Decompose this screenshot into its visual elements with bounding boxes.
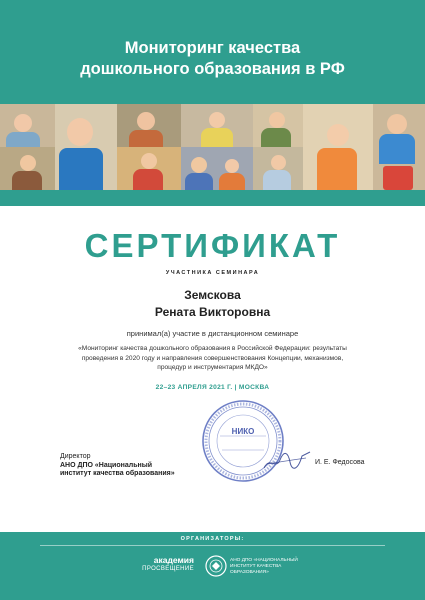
photo-3: [55, 104, 117, 190]
photo-8: [253, 104, 303, 147]
director-block: [60, 453, 210, 479]
prosveshchenie-logo: [134, 556, 194, 573]
photo-7: [181, 147, 253, 190]
seal-text: НИКО: [231, 427, 255, 436]
director-org-line1: АНО ДПО «Национальный: [60, 461, 153, 469]
signer-name: И. Е. Федосова: [315, 459, 365, 466]
photo-9: [253, 147, 303, 190]
photo-1: [0, 104, 55, 147]
recipient-surname: Земскова: [184, 288, 241, 302]
photo-10: [303, 104, 373, 190]
header-title-line2: дошкольного образования в РФ: [80, 60, 345, 78]
director-role: Директор: [60, 453, 91, 460]
photo-5: [117, 147, 181, 190]
photo-11: [373, 104, 425, 190]
seminar-title: «Мониторинг качества дошкольного образования в Российской Федерации: результаты проведения в 2020 году и направления совершенствования Концепции, механизмов, процедур и инструментария МКДО»: [78, 345, 347, 371]
date-location: 22–23 АПРЕЛЯ 2021 Г. | МОСКВА: [155, 384, 270, 391]
director-org-line2: институт качества образования»: [60, 470, 175, 477]
organizers-label: ОРГАНИЗАТОРЫ:: [180, 536, 245, 542]
prosveshchenie-logo-line1: академия: [153, 555, 194, 565]
header-title: [0, 38, 425, 80]
signature-scribble: [262, 448, 312, 474]
footer-divider: [40, 545, 385, 546]
photo-6: [181, 104, 253, 147]
photo-4: [117, 104, 181, 147]
children-photo-strip: [0, 104, 425, 190]
participation-text: принимал(а) участие в дистанционном семинаре: [126, 329, 299, 338]
prosveshchenie-logo-line2: ПРОСВЕЩЕНИЕ: [142, 566, 194, 572]
niko-logo-text: АНО ДПО «НАЦИОНАЛЬНЫЙ ИНСТИТУТ КАЧЕСТВА ОБРАЗОВАНИЯ»: [230, 558, 298, 575]
photo-2: [0, 147, 55, 190]
niko-logo-icon: [205, 555, 227, 577]
certificate-title: СЕРТИФИКАТ: [84, 227, 341, 264]
certificate-subtitle: УЧАСТНИКА СЕМИНАРА: [165, 270, 260, 276]
recipient-name: Рената Викторовна: [154, 305, 271, 319]
header-title-line1: Мониторинг качества: [124, 39, 301, 57]
